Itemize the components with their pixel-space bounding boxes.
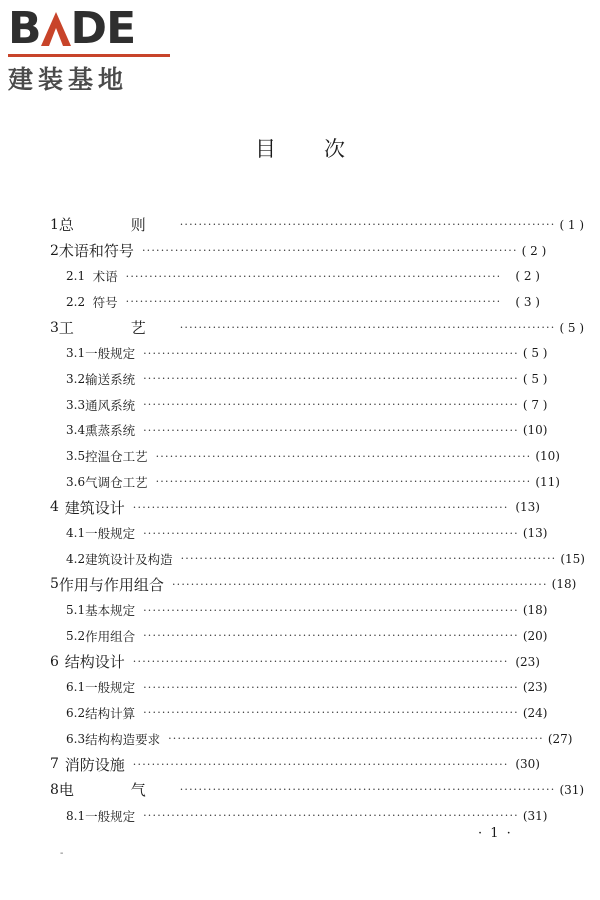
toc-entry-page: (13): [522, 526, 548, 541]
toc-entry-label: 作用组合: [85, 628, 136, 644]
toc-entry-page: ( 3 ): [515, 294, 540, 309]
toc-entry-page: ( 2 ): [515, 269, 540, 284]
toc-leader-dots: ················································································: [143, 398, 519, 412]
toc-entry-label: 符号: [92, 294, 118, 310]
toc-leader-dots: ················································································: [179, 783, 556, 797]
toc-leader-dots: ················································································: [143, 629, 519, 643]
toc-entry-page: (27): [547, 731, 573, 746]
toc-entry-page: ( 5 ): [522, 371, 548, 386]
toc-entry[interactable]: [50, 392, 548, 418]
toc-entry[interactable]: [50, 700, 548, 726]
toc-entry-number: 5: [50, 576, 59, 593]
toc-entry[interactable]: [50, 726, 573, 752]
toc-entry-page: (23): [522, 680, 548, 695]
toc-entry[interactable]: [50, 263, 540, 289]
toc-entry-label: 建筑设计: [64, 498, 125, 517]
toc-entry[interactable]: [50, 289, 540, 315]
toc-entry-label: 消防设施: [64, 755, 125, 774]
toc-entry-label: 通风系统: [85, 397, 136, 413]
toc-entry[interactable]: [50, 315, 585, 341]
toc-leader-dots: ················································································: [143, 706, 519, 720]
toc-entry-label: 结构设计: [64, 653, 125, 672]
logo-divider: [8, 54, 170, 57]
toc-entry[interactable]: [50, 520, 548, 546]
toc-entry-number: 6.2: [66, 705, 86, 720]
brand-logo: [8, 3, 178, 96]
toc-entry-page: (15): [560, 551, 585, 566]
toc-entry-page: ( 5 ): [559, 320, 585, 335]
toc-entry-number: 3.2: [66, 371, 86, 386]
toc-entry-number: 3.5: [66, 449, 86, 464]
toc-entry-number: 6.1: [66, 680, 86, 695]
toc-entry-number: 4: [50, 499, 59, 516]
toc-entry[interactable]: [50, 751, 540, 777]
toc-entry-page: (10): [522, 423, 548, 438]
toc-leader-dots: ················································································: [143, 526, 519, 540]
toc-entry-label: 输送系统: [85, 371, 136, 387]
logo-letters-post: DE: [70, 3, 136, 54]
toc-entry-page: (11): [535, 474, 560, 489]
toc-entry-label: 一般规定: [85, 346, 136, 362]
toc-entry-page: (24): [522, 705, 548, 720]
toc-entry[interactable]: [50, 597, 548, 623]
toc-leader-dots: ················································································: [143, 346, 519, 360]
toc-entry-number: 8.1: [66, 808, 86, 823]
toc-entry-label: 结构构造要求: [85, 731, 161, 747]
toc-leader-dots: ················································································: [155, 475, 532, 489]
toc-entry-page: (20): [522, 628, 548, 643]
toc-entry-label: 一般规定: [85, 808, 136, 824]
toc-entry[interactable]: [50, 340, 548, 366]
toc-entry[interactable]: [50, 495, 540, 521]
toc-entry-number: 5.2: [66, 628, 86, 643]
toc-leader-dots: ················································································: [125, 269, 502, 283]
toc-entry[interactable]: [50, 469, 560, 495]
toc-leader-dots: ················································································: [179, 218, 556, 232]
toc-entry[interactable]: [50, 572, 577, 598]
logo-letters-pre: B: [8, 3, 41, 54]
toc-leader-dots: ················································································: [143, 423, 519, 437]
toc-entry-number: 3.4: [66, 423, 86, 438]
toc-entry-label: 术语: [92, 269, 118, 285]
toc-entry-label: 一般规定: [85, 680, 136, 696]
table-of-contents: [50, 212, 585, 829]
toc-leader-dots: ················································································: [143, 680, 519, 694]
logo-wordmark: [8, 3, 178, 54]
toc-entry[interactable]: [50, 623, 548, 649]
toc-entry-number: 6.3: [66, 731, 86, 746]
toc-entry-number: 3.1: [66, 346, 86, 361]
toc-entry-page: (13): [515, 500, 540, 515]
toc-leader-dots: ················································································: [141, 244, 518, 258]
toc-entry[interactable]: [50, 366, 548, 392]
toc-entry-label: 总 则: [58, 216, 172, 235]
toc-entry-number: 4.1: [66, 526, 86, 541]
toc-entry-number: 3: [50, 319, 59, 336]
toc-entry-label: 建筑设计及构造: [85, 551, 173, 567]
toc-entry-number: 4.2: [66, 551, 86, 566]
toc-entry-page: (10): [535, 449, 560, 464]
toc-entry-number: 3.6: [66, 474, 86, 489]
toc-leader-dots: ················································································: [180, 552, 557, 566]
toc-entry-label: 气调仓工艺: [85, 474, 148, 490]
toc-entry-number: 5.1: [66, 603, 86, 618]
toc-entry-page: (23): [515, 654, 540, 669]
toc-entry-label: 结构计算: [85, 705, 136, 721]
toc-leader-dots: ················································································: [132, 500, 509, 514]
corner-mark: -: [60, 848, 64, 859]
toc-entry-number: 7: [50, 756, 59, 773]
toc-entry-label: 电 气: [58, 781, 172, 800]
toc-entry[interactable]: [50, 674, 548, 700]
toc-leader-dots: ················································································: [179, 321, 556, 335]
toc-leader-dots: ················································································: [155, 449, 532, 463]
logo-chinese-name: 建装基地: [8, 65, 129, 94]
toc-entry-label: 工 艺: [58, 319, 172, 338]
toc-leader-dots: ················································································: [143, 372, 519, 386]
toc-entry-page: ( 1 ): [559, 217, 585, 232]
toc-entry-page: (31): [522, 808, 548, 823]
toc-leader-dots: ················································································: [143, 603, 519, 617]
toc-entry[interactable]: [50, 238, 547, 264]
toc-leader-dots: ················································································: [171, 577, 548, 591]
toc-entry-number: 2.2: [66, 294, 86, 309]
toc-leader-dots: ················································································: [168, 732, 544, 746]
toc-entry-label: 作用与作用组合: [58, 575, 164, 594]
toc-leader-dots: ················································································: [125, 295, 502, 309]
toc-entry[interactable]: [50, 777, 585, 803]
toc-entry[interactable]: [50, 443, 560, 469]
toc-entry-label: 术语和符号: [58, 242, 134, 261]
toc-entry-page: ( 2 ): [521, 243, 547, 258]
toc-entry[interactable]: [50, 649, 540, 675]
toc-entry[interactable]: [50, 546, 585, 572]
page-number: · 1 ·: [478, 826, 513, 841]
toc-leader-dots: ················································································: [132, 655, 509, 669]
toc-entry-number: 6: [50, 653, 59, 670]
toc-entry[interactable]: [50, 418, 548, 444]
toc-leader-dots: ················································································: [132, 757, 509, 771]
toc-entry-label: 基本规定: [85, 603, 136, 619]
logo-a-mark: [41, 6, 71, 46]
toc-entry-label: 一般规定: [85, 526, 136, 542]
page-title: 目次: [255, 137, 393, 161]
toc-entry-page: (31): [559, 782, 585, 797]
toc-entry-page: (18): [551, 577, 577, 592]
toc-entry-number: 8: [50, 781, 59, 798]
toc-entry-page: (18): [522, 603, 548, 618]
toc-entry-label: 熏蒸系统: [85, 423, 136, 439]
toc-entry-label: 控温仓工艺: [85, 449, 148, 465]
toc-entry-page: (30): [515, 757, 540, 772]
toc-entry-page: ( 7 ): [522, 397, 548, 412]
toc-entry-number: 3.3: [66, 397, 86, 412]
toc-entry[interactable]: [50, 212, 585, 238]
toc-entry-number: 1: [50, 216, 59, 233]
toc-leader-dots: ················································································: [143, 809, 519, 823]
toc-entry[interactable]: [50, 803, 548, 829]
toc-entry-number: 2.1: [66, 269, 86, 284]
toc-entry-number: 2: [50, 242, 59, 259]
toc-entry-page: ( 5 ): [522, 346, 548, 361]
